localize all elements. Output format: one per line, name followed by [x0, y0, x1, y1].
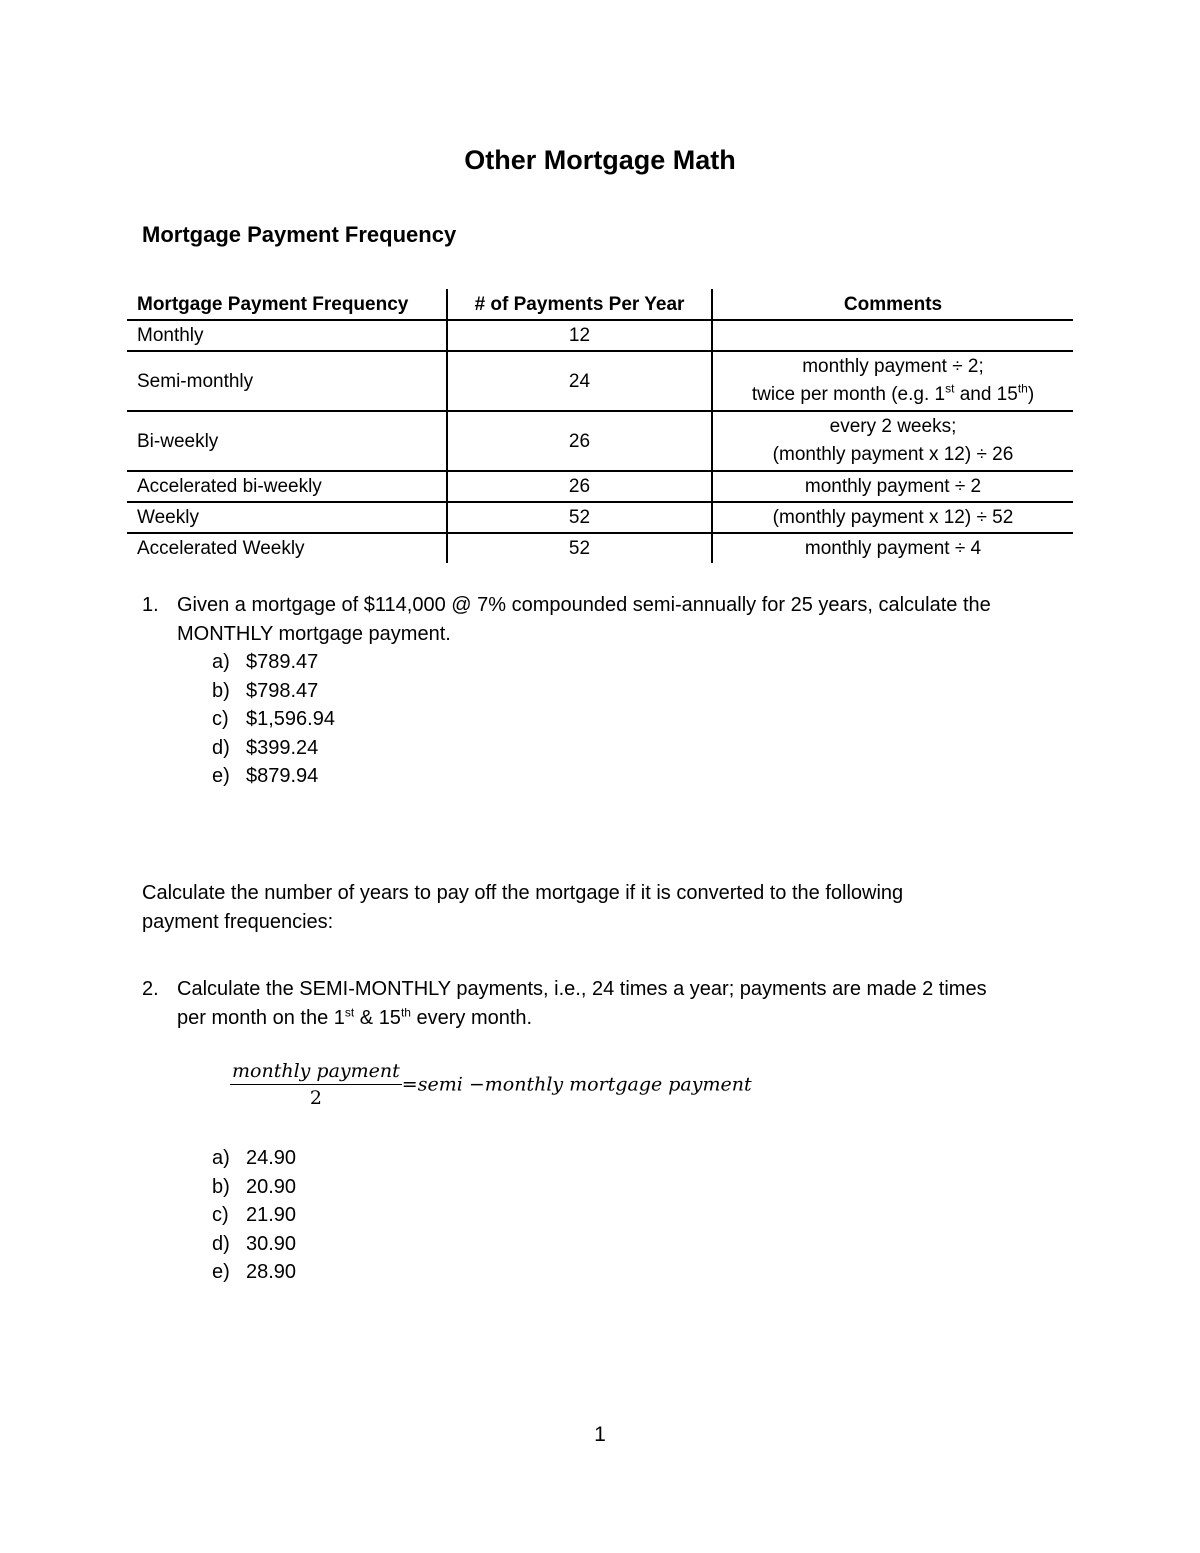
option-letter: b) [212, 1175, 230, 1198]
payments-cell: 26 [447, 411, 712, 471]
option-letter: c) [212, 1204, 229, 1227]
option-text: 24.90 [246, 1147, 297, 1169]
question-line [177, 1004, 1077, 1033]
option-letter: d) [212, 1232, 230, 1255]
answer-option [212, 1230, 296, 1259]
table-row [127, 320, 1073, 351]
ordinal-suffix: th [400, 1005, 411, 1020]
answer-option [212, 705, 335, 734]
option-letter: b) [212, 679, 230, 702]
table-row [127, 533, 1073, 563]
comment-cell: monthly payment ÷ 4 [712, 533, 1073, 563]
column-header-payments: # of Payments Per Year [447, 289, 712, 320]
question-line: Calculate the SEMI-MONTHLY payments, i.e., 24 times a year; payments are made 2 times [177, 978, 987, 1000]
question-text: & 15 [354, 1007, 401, 1029]
option-text: $789.47 [246, 651, 319, 673]
option-letter: e) [212, 765, 230, 788]
answer-option [212, 677, 335, 706]
answer-option [212, 762, 335, 791]
answer-option [212, 648, 335, 677]
option-text: $399.24 [246, 736, 319, 759]
paragraph-line: payment frequencies: [142, 911, 334, 933]
frequency-cell: Accelerated bi-weekly [137, 476, 322, 497]
comment-text: ) [1027, 384, 1035, 405]
comment-cell: (monthly payment x 12) ÷ 52 [712, 502, 1073, 533]
payments-cell: 52 [447, 533, 712, 563]
column-header-frequency: Mortgage Payment Frequency [137, 293, 409, 315]
answer-option [212, 1173, 296, 1202]
answer-option [212, 734, 335, 763]
question-2-text [177, 975, 1077, 1033]
column-header-comments: Comments [712, 289, 1073, 320]
frequency-cell: Bi-weekly [137, 430, 219, 452]
table-row [127, 411, 1073, 471]
ordinal-suffix: th [1017, 381, 1028, 396]
option-text: $879.94 [246, 765, 319, 788]
question-line: Given a mortgage of $114,000 @ 7% compounded semi-annually for 25 years, calculate the [177, 594, 991, 616]
payments-cell: 12 [447, 320, 712, 351]
option-letter: d) [212, 736, 230, 759]
option-text: 20.90 [246, 1175, 297, 1198]
frequency-cell: Monthly [137, 325, 204, 346]
table-row [127, 471, 1073, 502]
frequency-cell: Weekly [137, 507, 199, 528]
option-text: $798.47 [246, 679, 319, 702]
formula-numerator: monthly payment [230, 1060, 402, 1085]
table-row [127, 502, 1073, 533]
comment-line: every 2 weeks; [829, 416, 957, 437]
question-2-number: 2. [142, 978, 159, 1000]
comment-line: (monthly payment x 12) ÷ 26 [772, 444, 1014, 465]
question-text: per month on the 1 [177, 1007, 345, 1029]
comment-cell [712, 351, 1073, 411]
formula-rhs: =semi −monthly mortgage payment [401, 1073, 752, 1096]
option-text: 28.90 [246, 1261, 297, 1284]
intro-paragraph [142, 879, 1082, 937]
ordinal-suffix: st [344, 1005, 355, 1020]
payments-cell: 24 [447, 351, 712, 411]
question-line: MONTHLY mortgage payment. [177, 623, 451, 645]
comment-cell: monthly payment ÷ 2 [712, 471, 1073, 502]
payments-cell: 26 [447, 471, 712, 502]
question-1-options [212, 648, 335, 791]
formula-denominator: 2 [309, 1087, 322, 1109]
frequency-cell: Semi-monthly [137, 370, 254, 392]
comment-text: twice per month (e.g. 1 [751, 384, 946, 405]
table-row [127, 351, 1073, 411]
question-1-text [177, 591, 1077, 649]
answer-option [212, 1201, 296, 1230]
comment-cell [712, 320, 1073, 351]
question-1-number: 1. [142, 594, 159, 616]
frequency-cell: Accelerated Weekly [137, 538, 305, 559]
semi-monthly-formula [230, 1060, 752, 1109]
paragraph-line: Calculate the number of years to pay off the mortgage if it is converted to the following [142, 882, 904, 904]
answer-option [212, 1258, 296, 1287]
ordinal-suffix: st [945, 381, 955, 396]
option-letter: e) [212, 1261, 230, 1284]
comment-line [723, 381, 1063, 409]
question-text: every month. [410, 1007, 533, 1029]
option-letter: a) [212, 651, 230, 673]
table-header-row [127, 289, 1073, 320]
option-text: $1,596.94 [246, 708, 335, 731]
answer-option [212, 1144, 296, 1173]
formula-fraction [230, 1060, 402, 1109]
comment-text: and 15 [954, 384, 1018, 405]
option-letter: a) [212, 1147, 230, 1169]
option-letter: c) [212, 708, 229, 731]
payments-cell: 52 [447, 502, 712, 533]
page-number: 1 [594, 1423, 606, 1446]
option-text: 30.90 [246, 1232, 297, 1255]
section-heading: Mortgage Payment Frequency [142, 222, 457, 247]
comment-cell [712, 411, 1073, 471]
payment-frequency-table [127, 289, 1073, 563]
comment-line: monthly payment ÷ 2; [802, 356, 984, 377]
page-title: Other Mortgage Math [464, 145, 736, 175]
question-2-options [212, 1144, 296, 1287]
option-text: 21.90 [246, 1204, 297, 1227]
